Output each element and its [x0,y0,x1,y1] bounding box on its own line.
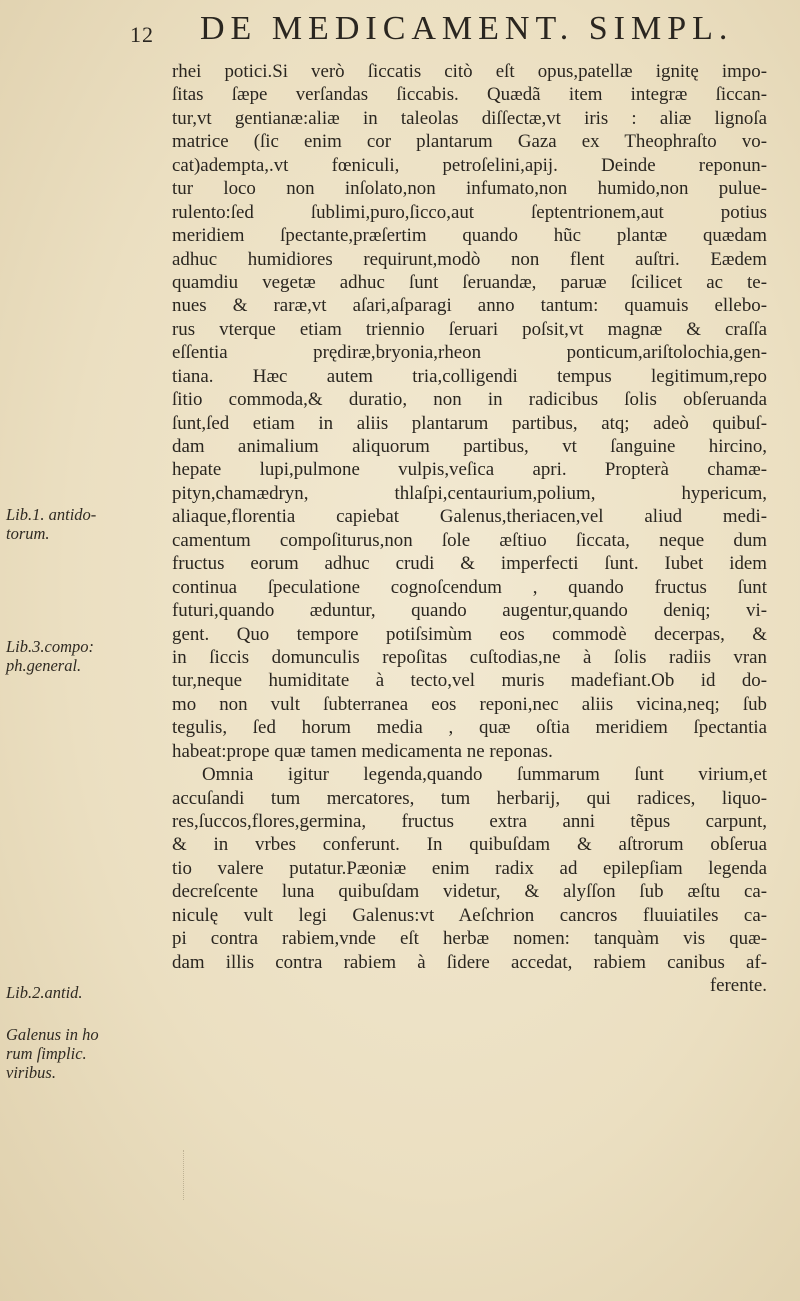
text-line: tio valere putatur.Pæoniæ enim radix ad epilepſiam legenda [172,857,767,879]
text-line: ferente. [709,975,767,997]
text-line: nues & raræ,vt aſari,aſparagi anno tantum: quamuis ellebo- [172,295,767,317]
text-line: decreſcente luna quibuſdam videtur, & alyſſon ſub æſtu ca- [172,881,767,903]
text-line: accuſandi tum mercatores, tum herbarij, qui radices, liquo- [172,787,767,809]
margin-note-line: torum. [6,524,50,543]
margin-note-line: viribus. [6,1063,56,1082]
text-line: adhuc humidiores requirunt,modò non flent auſtri. Eædem [172,248,767,270]
text-line: matrice (ſic enim cor plantarum Gaza ex Theophraſto vo- [172,131,767,153]
text-line: habeat:prope quæ tamen medicamenta ne reponas. [172,740,553,762]
text-line: ſitas ſæpe verſandas ſiccabis. Quædã item integræ ſiccan- [172,84,767,106]
text-line: ſunt,ſed etiam in aliis plantarum partibus, atq; adeò quibuſ- [172,412,767,434]
text-line: fructus eorum adhuc crudi & imperfecti ſunt. Iubet idem [172,553,767,575]
text-line: hepate lupi,pulmone vulpis,veſica apri. Propterà chamæ- [172,459,767,481]
text-line: camentum compoſiturus,non ſole æſtiuo ſiccata, neque dum [172,529,767,551]
text-line: tur,neque humiditate à tecto,vel muris madefiant.Ob id do- [172,670,767,692]
margin-note-antidotorum [6,505,166,543]
text-line: res,ſuccos,flores,germina, fructus extra anni tẽpus carpunt, [172,811,767,832]
text-line: futuri,quando æduntur, quando augentur,quando deniq; vi- [172,600,767,622]
paper-stain [183,1150,202,1200]
paragraph-1 [172,60,767,763]
text-line: pi contra rabiem,vnde eſt herbæ nomen: tanquàm vis quæ- [172,928,767,950]
margin-note-galenus [6,1025,166,1082]
text-line: tiana. Hæc autem tria,colligendi tempus legitimum,repo [172,365,767,387]
text-line: tur loco non inſolato,non infumato,non humido,non pulue- [172,178,767,200]
text-line: mo non vult ſubterranea eos reponi,nec aliis vicina,neq; ſub [172,693,767,715]
margin-note-compositione [6,637,166,675]
text-line: Omnia igitur legenda,quando ſummarum ſunt virium,et [202,764,767,786]
margin-note-line: Lib.2.antid. [6,983,83,1002]
text-line: tegulis, ſed horum media , quæ oſtia meridiem ſpectantia [172,717,767,739]
paragraph-2 [172,763,767,997]
text-line: aliaque,florentia capiebat Galenus,theriacen,vel aliud medi- [172,506,767,528]
margin-note-line: rum ſimplic. [6,1044,87,1063]
text-line: eſſentia prędiræ,bryonia,rheon ponticum,ariſtolochia,gen- [172,342,767,364]
text-line: rus vterque etiam triennio ſeruari poſsit,vt magnæ & craſſa [172,318,767,340]
text-line: ſitio commoda,& duratio, non in radicibus ſolis obſeruanda [172,389,767,411]
text-line: rulento:ſed ſublimi,puro,ſicco,aut ſeptentrionem,aut potius [172,201,767,223]
text-line: tur,vt gentianæ:aliæ in taleolas diſſectæ,vt iris : aliæ lignoſa [172,107,767,129]
text-line: in ſiccis domunculis repoſitas cuſtodias,ne à ſolis radiis vran [172,646,767,668]
running-title: DE MEDICAMENT. SIMPL. [200,10,734,47]
text-line: meridiem ſpectante,præſertim quando hũc plantæ quædam [172,225,767,247]
text-line: continua ſpeculatione cognoſcendum , quando fructus ſunt [172,576,767,598]
margin-note-antidotorum-2 [6,983,166,1002]
margin-note-line: Lib.1. antido- [6,505,97,524]
text-line: & in vrbes conferunt. In quibuſdam & aſtrorum obſerua [172,834,767,856]
text-line: pityn,chamædryn, thlaſpi,centaurium,polium, hypericum, [172,482,767,504]
text-line: cat)adempta,.vt fœniculi, petroſelini,apij. Deinde reponun- [172,154,767,176]
text-line: quamdiu vegetæ adhuc ſunt ſeruandæ, paruæ ſcilicet ac te- [172,271,767,293]
page-number: 12 [130,22,154,47]
margin-note-line: Galenus in ho [6,1025,99,1044]
text-line: dam illis contra rabiem à ſidere accedat, rabiem canibus af- [172,951,767,973]
text-line: dam animalium aliquorum partibus, vt ſanguine hircino, [172,436,767,457]
main-text [172,60,767,998]
text-line: rhei potici.Si verò ſiccatis citò eſt opus,patellæ ignitę impo- [172,61,767,82]
text-line: gent. Quo tempore potiſsimùm eos commodè decerpas, & [172,623,767,645]
margin-note-line: ph.general. [6,656,82,675]
margin-note-line: Lib.3.compo: [6,637,94,656]
text-line: niculę vult legi Galenus:vt Aeſchrion cancros fluuiatiles ca- [172,904,767,926]
